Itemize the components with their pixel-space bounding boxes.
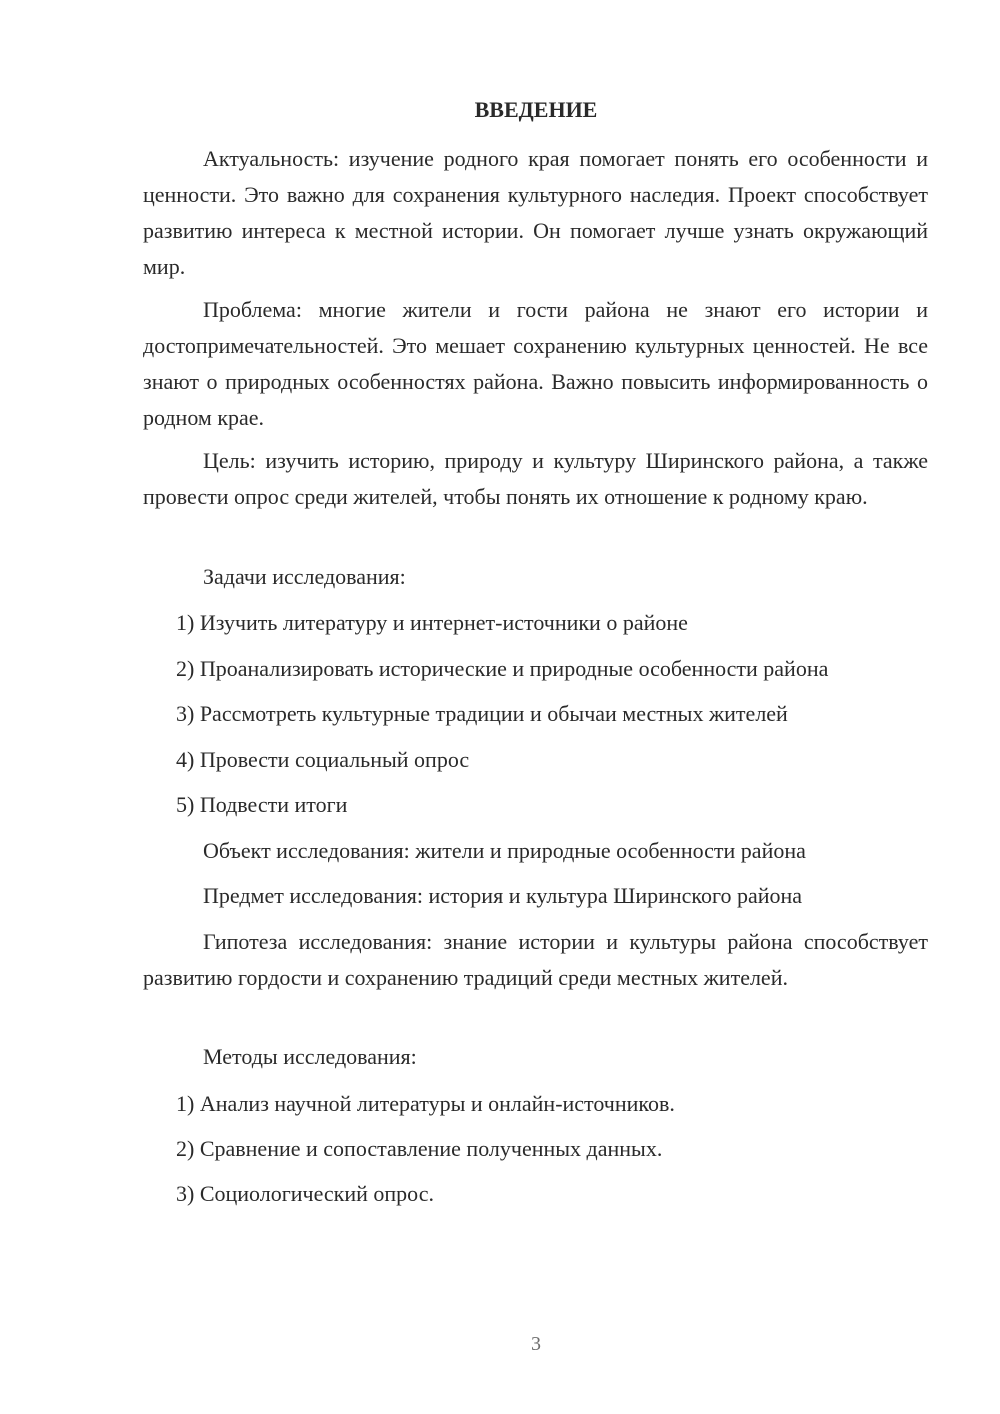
- method-item: 3) Социологический опрос.: [176, 1181, 434, 1206]
- goal-paragraph: Цель: изучить историю, природу и культуру Ширинского района, а также провести опрос среди жителей, чтобы понять их отношение к родному краю.: [143, 448, 928, 509]
- problem-paragraph: Проблема: многие жители и гости района не знают его истории и достопримечательностей. Это мешает сохранению культурных ценностей. Не все знают о природных особенностях района. Важно повысить информированность о родном крае.: [143, 297, 928, 430]
- relevance-paragraph: Актуальность: изучение родного края помогает понять его особенности и ценности. Это важно для сохранения культурного наследия. Проект способствует развитию интереса к местной истории. Он помогает лучше узнать окружающий мир.: [143, 146, 928, 279]
- object-line: Объект исследования: жители и природные особенности района: [203, 838, 806, 863]
- task-item: 1) Изучить литературу и интернет-источники о районе: [176, 610, 688, 635]
- task-item: 3) Рассмотреть культурные традиции и обычаи местных жителей: [176, 701, 788, 726]
- tasks-heading: Задачи исследования:: [203, 564, 406, 589]
- method-item: 1) Анализ научной литературы и онлайн-источников.: [176, 1091, 675, 1116]
- methods-heading: Методы исследования:: [203, 1044, 417, 1069]
- method-item: 2) Сравнение и сопоставление полученных данных.: [176, 1136, 663, 1161]
- hypothesis-paragraph: Гипотеза исследования: знание истории и культуры района способствует развитию гордости и сохранению традиций среди местных жителей.: [143, 929, 928, 990]
- page-number: 3: [531, 1333, 541, 1355]
- subject-line: Предмет исследования: история и культура Ширинского района: [203, 883, 803, 908]
- task-item: 5) Подвести итоги: [176, 792, 348, 817]
- task-item: 4) Провести социальный опрос: [176, 747, 470, 772]
- page-title: ВВЕДЕНИЕ: [474, 97, 598, 122]
- task-item: 2) Проанализировать исторические и природные особенности района: [176, 656, 829, 681]
